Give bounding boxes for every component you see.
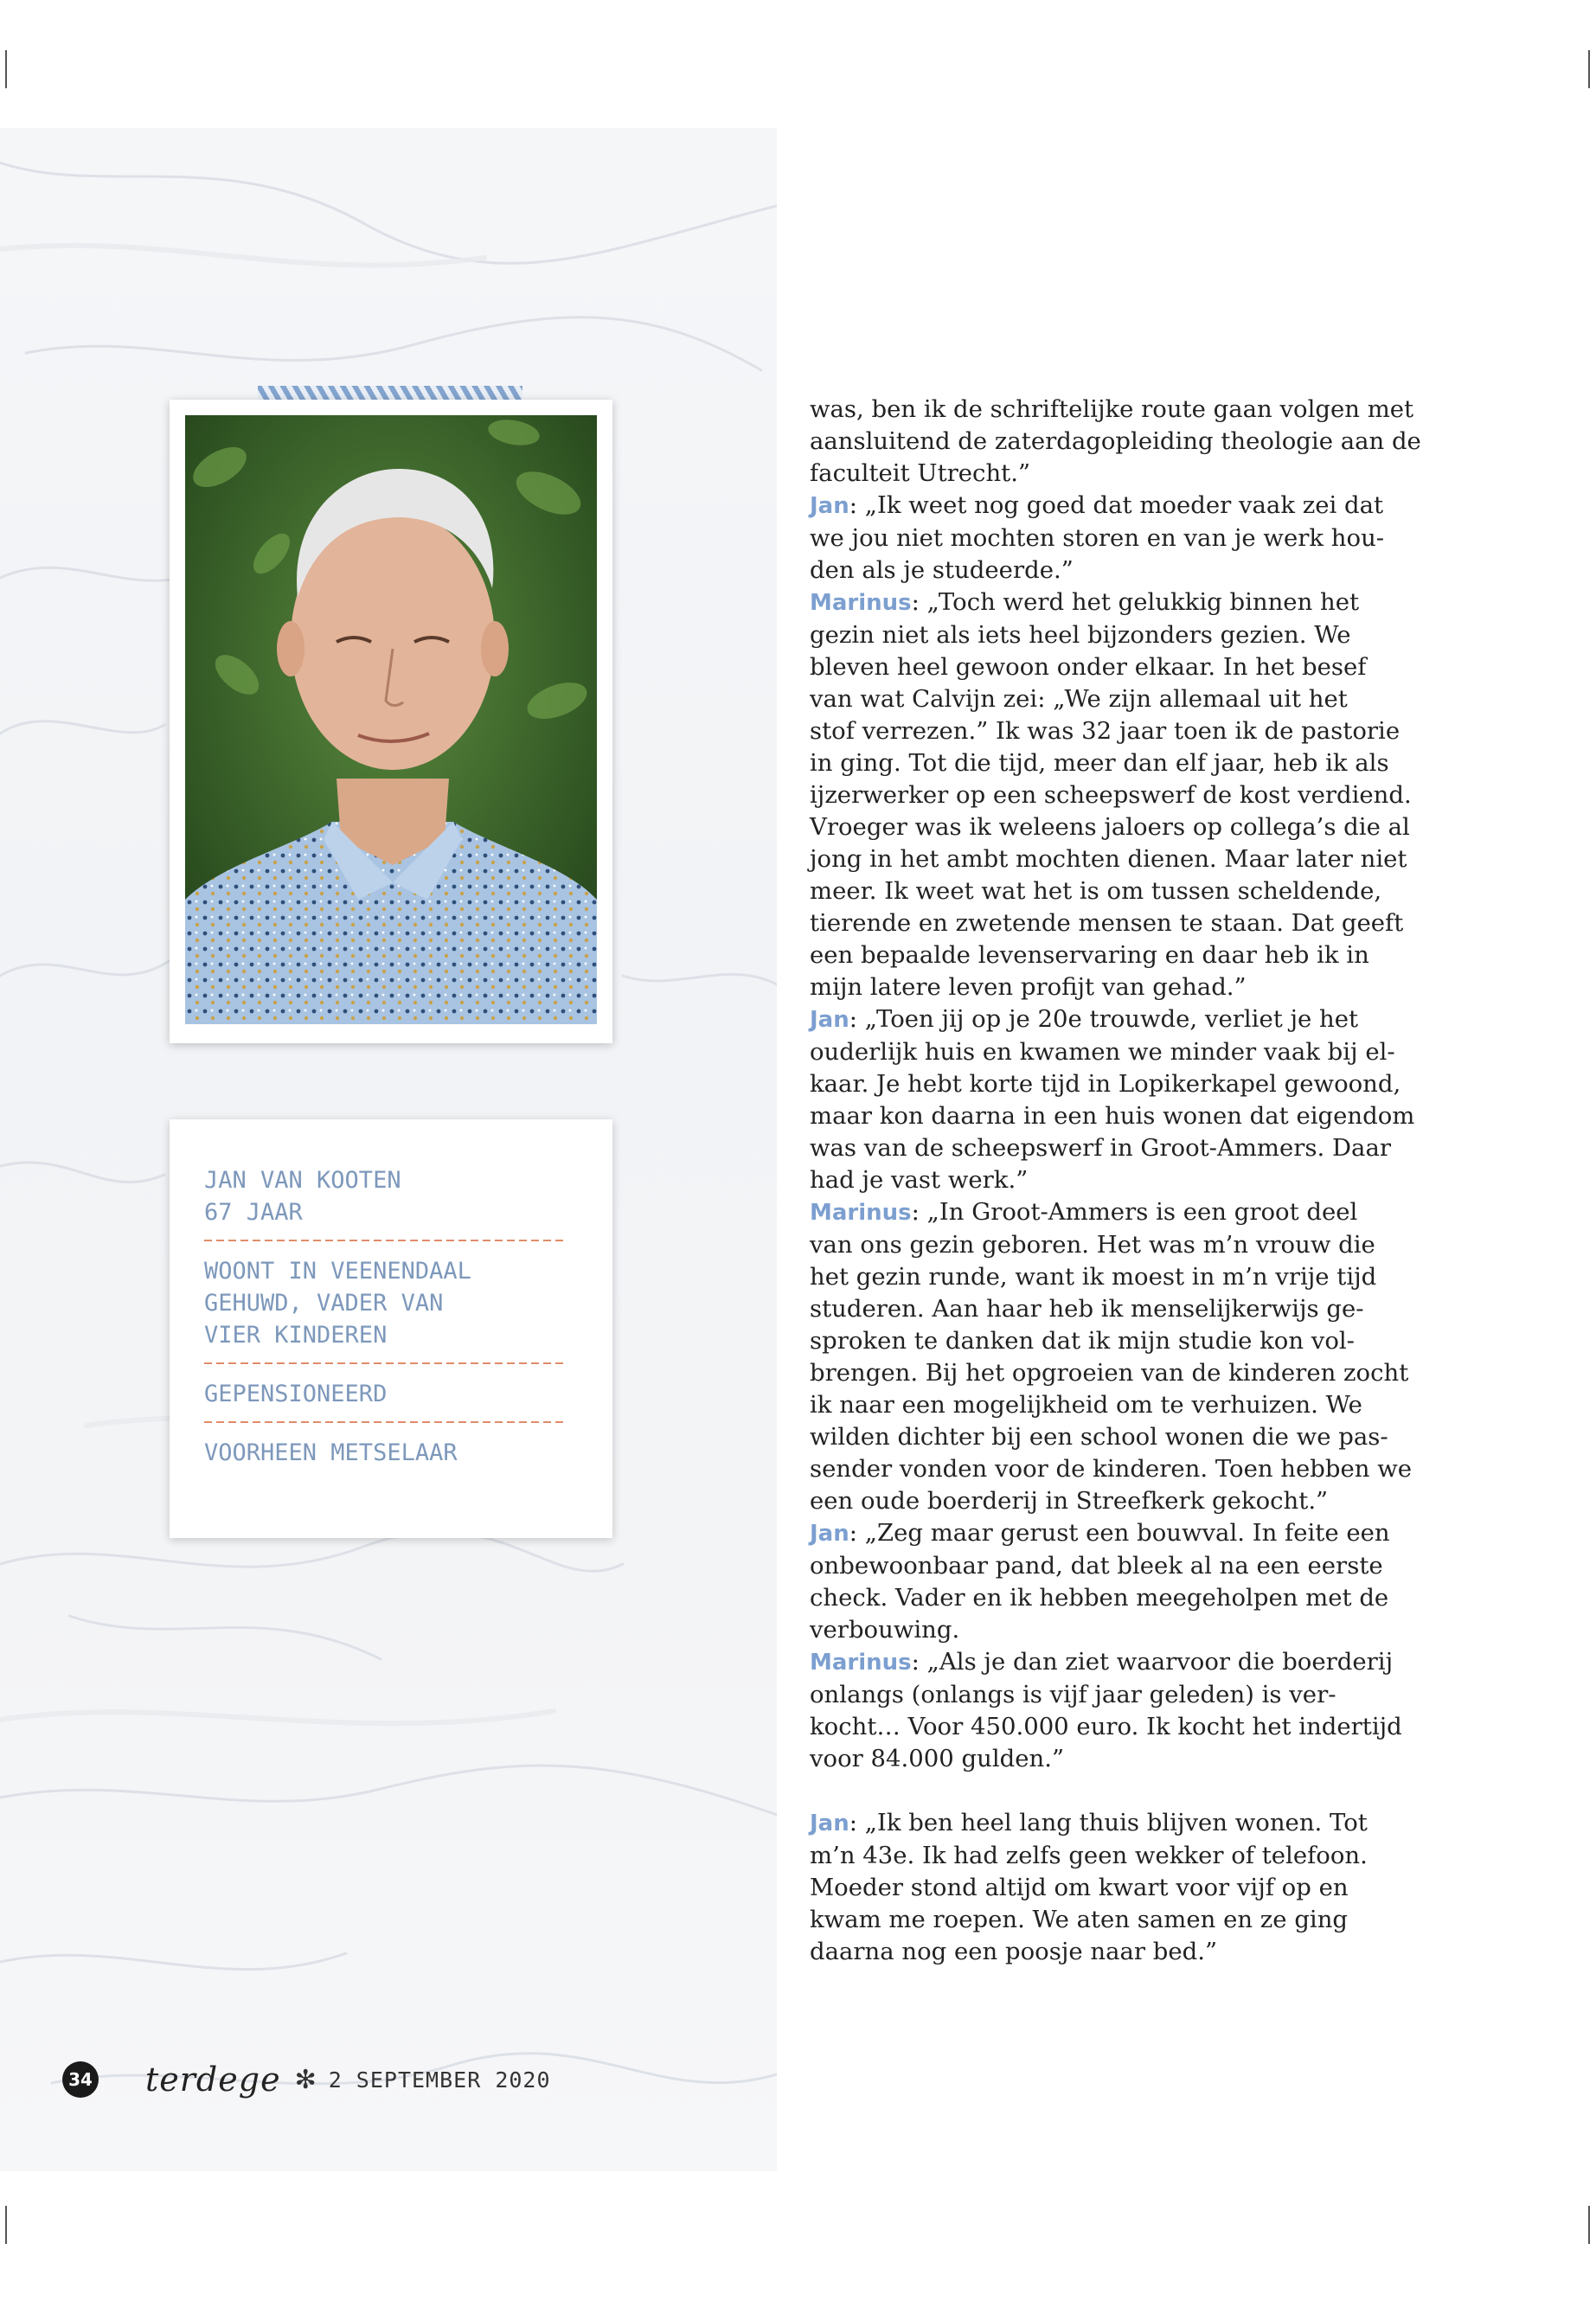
article-line-text: sender vonden voor de kinderen. Toen hebben we	[810, 1455, 1413, 1483]
article-line	[810, 1003, 1389, 1036]
profile-former-occupation: VOORHEEN METSELAAR	[204, 1439, 458, 1466]
dashed-separator	[204, 1362, 567, 1364]
article-line-text: meer. Ik weet wat het is om tussen scheldende,	[810, 877, 1382, 905]
article-line-text: : „Ik ben heel lang thuis blijven wonen. Tot	[849, 1809, 1368, 1836]
dashed-separator	[204, 1421, 567, 1423]
article-line	[810, 1357, 1409, 1389]
article-line	[810, 651, 1389, 683]
dashed-separator	[204, 1240, 567, 1241]
article-line	[810, 1196, 1389, 1229]
page-footer	[62, 2061, 551, 2099]
article-line	[810, 458, 1389, 490]
article-line	[810, 1807, 1389, 1840]
article-line	[810, 811, 1410, 843]
article-line-text: onlangs (onlangs is vijf jaar geleden) is ver-	[810, 1681, 1336, 1708]
crop-mark-bottom-right	[1588, 2206, 1590, 2244]
article-line	[810, 554, 1389, 586]
crop-mark-top-right	[1588, 50, 1590, 88]
article-line	[810, 1100, 1415, 1132]
article-line	[810, 715, 1401, 747]
article-line-text: het gezin runde, want ik moest in m’n vrije tijd	[810, 1263, 1377, 1291]
article-line	[810, 843, 1407, 875]
issue-date: 2 SEPTEMBER 2020	[328, 2067, 551, 2093]
article-line-text: : „In Groot-Ammers is een groot deel	[911, 1198, 1358, 1226]
article-line	[810, 1904, 1389, 1936]
article-line	[810, 586, 1389, 619]
article-line-text: bleven heel gewoon onder elkaar. In het besef	[810, 653, 1367, 681]
article-line	[810, 875, 1389, 907]
article-line-text: maar kon daarna in een huis wonen dat eigendom	[810, 1102, 1415, 1130]
article-line-text: check. Vader en ik hebben meegeholpen met de	[810, 1584, 1389, 1612]
article-line-text: ouderlijk huis en kwamen we minder vaak bij el-	[810, 1038, 1395, 1066]
speaker-name: Marinus	[810, 1650, 912, 1676]
article-line-text: aansluitend de zaterdagopleiding theologie aan de	[810, 427, 1421, 455]
asterisk-icon: ✻	[294, 2064, 317, 2095]
article-body	[810, 394, 1421, 1968]
article-line-text: m’n 43e. Ik had zelfs geen wekker of telefoon.	[810, 1842, 1368, 1869]
article-line	[810, 971, 1389, 1003]
article-line	[810, 779, 1412, 811]
article-line-text: studeren. Aan haar heb ik menselijkerwijs ge-	[810, 1295, 1364, 1323]
article-line	[810, 1517, 1389, 1550]
article-line-text: gezin niet als iets heel bijzonders gezien. We	[810, 621, 1351, 649]
article-line	[810, 1646, 1394, 1679]
article-line	[810, 1711, 1402, 1743]
article-line-text: een oude boerderij in Streefkerk gekocht.”	[810, 1487, 1329, 1515]
article-line-text: kaar. Je hebt korte tijd in Lopikerkapel gewoond,	[810, 1070, 1401, 1098]
article-line	[810, 1421, 1389, 1453]
article-line-text: had je vast werk.”	[810, 1166, 1029, 1194]
speaker-name: Jan	[810, 1811, 849, 1836]
article-line	[810, 1164, 1389, 1196]
article-line	[810, 1485, 1389, 1517]
article-line-text: kwam me roepen. We aten samen en ze ging	[810, 1906, 1349, 1933]
article-line-text: was, ben ik de schriftelijke route gaan volgen met	[810, 395, 1414, 423]
article-line-text: we jou niet mochten storen en van je werk hou-	[810, 524, 1385, 552]
article-line-text: onbewoonbaar pand, dat bleek al na een eerste	[810, 1552, 1383, 1580]
article-line	[810, 1325, 1389, 1357]
crop-mark-bottom-left	[5, 2206, 7, 2244]
article-line	[810, 394, 1414, 426]
article-line	[810, 1293, 1389, 1325]
article-line-text: in ging. Tot die tijd, meer dan elf jaar, heb ik als	[810, 749, 1389, 777]
page-number: 34	[62, 2061, 99, 2098]
article-line	[810, 1132, 1389, 1164]
article-line-text: ijzerwerker op een scheepswerf de kost verdiend.	[810, 781, 1412, 809]
article-line	[810, 907, 1404, 939]
portrait-photo-card	[170, 400, 612, 1043]
article-line	[810, 747, 1389, 779]
article-line-text: kocht… Voor 450.000 euro. Ik kocht het indertijd	[810, 1713, 1402, 1740]
profile-age: 67 JAAR	[204, 1199, 303, 1226]
speaker-name: Jan	[810, 1007, 849, 1033]
article-line	[810, 1872, 1389, 1904]
article-line-text: verbouwing.	[810, 1616, 960, 1644]
speaker-name: Marinus	[810, 1200, 912, 1226]
article-line-text: van wat Calvijn zei: „We zijn allemaal uit het	[810, 685, 1348, 713]
article-line-text: sproken te danken dat ik mijn studie kon vol-	[810, 1327, 1355, 1355]
article-line-text: den als je studeerde.”	[810, 556, 1074, 584]
article-line-text: tierende en zwetende mensen te staan. Dat geeft	[810, 909, 1404, 937]
article-line-text: : „Toen jij op je 20e trouwde, verliet je het	[849, 1005, 1359, 1033]
article-line-text: : „Zeg maar gerust een bouwval. In feite een	[849, 1519, 1390, 1547]
article-line	[810, 1229, 1389, 1261]
article-line-text: van ons gezin geboren. Het was m’n vrouw die	[810, 1231, 1375, 1259]
crop-mark-top-left	[5, 50, 7, 88]
article-line	[810, 683, 1389, 715]
article-line-text: stof verrezen.” Ik was 32 jaar toen ik de pastorie	[810, 717, 1401, 745]
profile-name: JAN VAN KOOTEN	[204, 1167, 401, 1194]
profile-residence-line: GEHUWD, VADER VAN	[204, 1290, 444, 1317]
article-line-text: : „Als je dan ziet waarvoor die boerderij	[911, 1648, 1394, 1676]
article-line-text: een bepaalde levenservaring en daar heb ik in	[810, 941, 1369, 969]
article-line	[810, 1936, 1389, 1968]
article-line	[810, 1582, 1389, 1614]
article-line-text: voor 84.000 gulden.”	[810, 1745, 1065, 1772]
article-line-text: ik naar een mogelijkheid om te verhuizen. We	[810, 1391, 1362, 1419]
article-line	[810, 1261, 1389, 1293]
article-line-text: daarna nog een poosje naar bed.”	[810, 1938, 1218, 1965]
article-line	[810, 1389, 1389, 1421]
article-line	[810, 1743, 1389, 1775]
article-line	[810, 1453, 1413, 1485]
article-line	[810, 939, 1389, 971]
profile-info-card	[170, 1119, 612, 1538]
article-line	[810, 1840, 1389, 1872]
article-line	[810, 1550, 1389, 1582]
article-line	[810, 1679, 1389, 1711]
article-line-text: wilden dichter bij een school wonen die we pas-	[810, 1423, 1388, 1451]
article-line-text: : „Ik weet nog goed dat moeder vaak zei dat	[849, 491, 1384, 519]
speaker-name: Marinus	[810, 590, 912, 616]
profile-residence-line: VIER KINDEREN	[204, 1322, 388, 1349]
article-line-text: : „Toch werd het gelukkig binnen het	[911, 588, 1360, 616]
article-line-text: was van de scheepswerf in Groot-Ammers. Daar	[810, 1134, 1391, 1162]
article-line	[810, 490, 1389, 522]
profile-residence-line: WOONT IN VEENENDAAL	[204, 1258, 471, 1285]
article-line-text: Vroeger was ik weleens jaloers op collega’s die al	[810, 813, 1410, 841]
article-line	[810, 522, 1389, 554]
profile-status: GEPENSIONEERD	[204, 1381, 388, 1407]
article-line-text: Moeder stond altijd om kwart voor vijf op en	[810, 1874, 1349, 1901]
article-line-text: jong in het ambt mochten dienen. Maar later niet	[810, 845, 1407, 873]
article-line	[810, 1036, 1395, 1068]
article-line	[810, 619, 1389, 651]
article-line	[810, 426, 1421, 458]
paragraph-gap	[810, 1775, 1389, 1807]
article-line-text: mijn latere leven profijt van gehad.”	[810, 973, 1247, 1001]
article-line	[810, 1068, 1401, 1100]
portrait-photo	[185, 415, 597, 1024]
speaker-name: Jan	[810, 493, 849, 519]
magazine-logo: terdege	[145, 2061, 281, 2099]
speaker-name: Jan	[810, 1521, 849, 1547]
article-line-text: brengen. Bij het opgroeien van de kinderen zocht	[810, 1359, 1409, 1387]
article-line-text: faculteit Utrecht.”	[810, 459, 1031, 487]
article-line	[810, 1614, 1389, 1646]
